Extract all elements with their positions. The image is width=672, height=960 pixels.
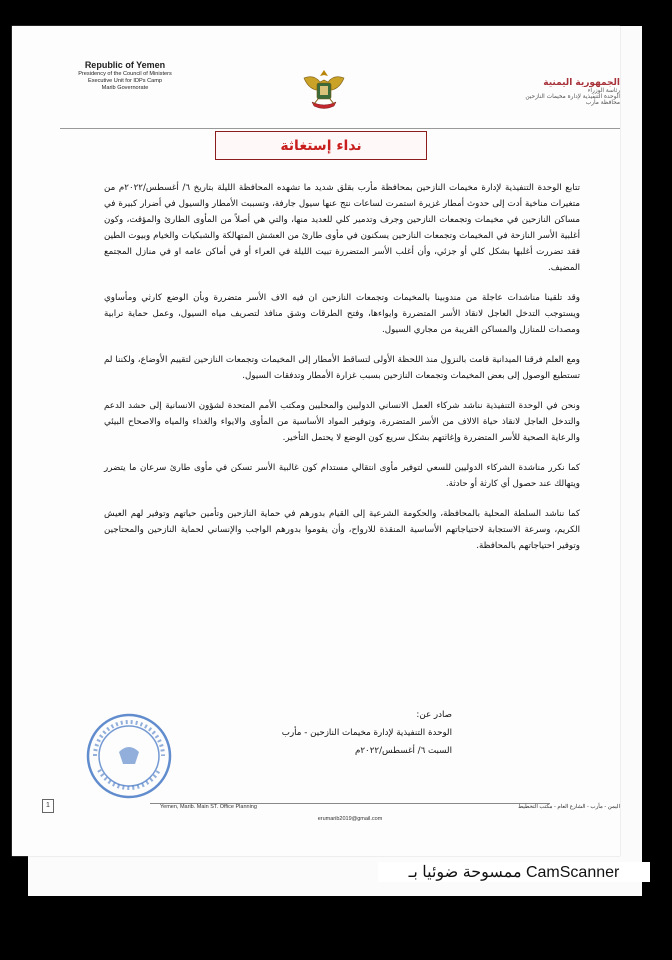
yemen-eagle-emblem-icon	[298, 66, 350, 116]
header-arabic	[470, 78, 620, 106]
header-english	[60, 60, 190, 91]
header-english-line: Presidency of the Council of Ministers	[78, 71, 172, 77]
footer-email: erumarib2019@gmail.com	[317, 816, 383, 822]
issuer-name: الوحدة التنفيذية لإدارة مخيمات النازحين - مأرب	[281, 728, 452, 738]
body-paragraph: كما نناشد السلطة المحلية بالمحافظة، والحكومة الشرعية إلى القيام بدورهم في حماية النازحين وتأمين حياتهم وتوفير لهم العيش الكريم، وسرعة الاستجابة لاحتياجاتهم الأساسية المنقذة للارواح، وأن يقوموا بدورهم الواجب والإنساني لحماية النازحين والمحتاجين وتوفير احتياجاتهم بالمحافظة.	[104, 509, 580, 551]
issued-by-label: صادر عن:	[416, 710, 452, 720]
camscanner-watermark: CamScanner ممسوحة ضوئيا بـ	[378, 862, 650, 882]
footer	[160, 804, 620, 816]
footer-address-arabic: اليمن - مأرب - الشارع العام - مكتب التخطيط	[518, 804, 620, 810]
signature-block	[192, 706, 452, 760]
header-divider	[60, 128, 620, 129]
page-number: 1	[42, 799, 54, 813]
header-english-line: Republic of Yemen	[84, 60, 166, 70]
footer-address-english: Yemen, Marib. Main ST. Office Planning	[160, 804, 257, 810]
header-english-line: Marib Governorate	[101, 85, 149, 91]
header-arabic-line: الجمهورية اليمنية	[543, 78, 620, 88]
body-paragraph: تتابع الوحدة التنفيذية لإدارة مخيمات النازحين بمحافظة مأرب بقلق شديد ما تشهده المحافظة الليلة بتاريخ ٦/ أغسطس/٢٠٢٢م من متغيرات مناخية أدت إلى حدوث أمطار غزيرة استمرت لساعات نتج عنها سيول جارفة، وتسببت الأمطار والسيول في أضرار كبيرة في مساكن النازحين في مخيمات وتجمعات النازحين وجرف وتدمير كلي للعديد منها، والتي هي أصلاً من المأوى الطارئ والمؤقت، وكون أغلبية الأسر النازحة في المخيمات وتجمعات النازحين يسكنون في مأوى طارئ من العشش المتهالكة والشبكيات والخيام وبيوت الطين فقد تضررت أغلبها بشكل كلي أو جزئي، وأن أغلب الأسر المتضررة تبيت الليلة في العراء أو في أماكن عامه او في منازل المجتمع المضيف.	[104, 183, 580, 273]
header-arabic-line: محافظة مأرب	[585, 100, 620, 106]
body-paragraph: وقد تلقينا مناشدات عاجلة من مندوبينا بالمخيمات وتجمعات النازحين ان فيه الاف الأسر متضررة وبأن الوضع كارثي ومأساوي ويستوجب التدخل العاجل لانقاذ الأسر المتضررة وايواءها، وفتح الطرقات وشق منافذ لتصريف مياه السيول، وعمل حماية ترابية ومصدات للمنازل والمساكن القريبة من مجاري السيول.	[104, 293, 580, 335]
body-paragraph: ومع العلم فرقنا الميدانية قامت بالنزول منذ اللحظة الأولى لتساقط الأمطار إلى المخيمات وتجمعات النازحين لتقييم الأوضاع، ولكننا لم تستطيع الوصول إلى بعض المخيمات وتجمعات النازحين بسبب غزارة الأمطار وتدفقات السيول.	[104, 355, 580, 381]
header-english-line: Executive Unit for IDPs Camp	[88, 78, 162, 84]
header-arabic-line: رئاسة الوزراء	[587, 88, 620, 94]
title-box	[215, 131, 427, 160]
document-body	[104, 180, 580, 568]
issue-date: السبت ٦/ أغسطس/٢٠٢٢م	[355, 746, 452, 756]
header-arabic-line: الوحدة التنفيذية لإدارة مخيمات النازحين	[525, 94, 620, 100]
official-stamp-icon	[85, 712, 173, 800]
body-paragraph: كما نكرر مناشدة الشركاء الدوليين للسعي لتوفير مأوى انتقالي مستدام كون غالبية الأسر تسكن في مأوى طارئ سرعان ما يتضرر ويتهالك عند حصول أي كارثة أو حادثة.	[104, 463, 580, 489]
body-paragraph: ونحن في الوحدة التنفيذية نناشد شركاء العمل الانساني الدوليين والمحليين ومكتب الأمم المتحدة لشؤون الانسانية إلى حشد الدعم والتدخل العاجل لانقاذ حياة الالاف من الأسر المتضررة، وتوفير المواد الأساسية من المأوى والايواء والغذاء والمياه والاصحاح البيئي والرعاية الصحية للأسر المتضررة وإغاثتهم بشكل سريع كون الوضع لا يحتمل التأخير.	[104, 401, 580, 443]
document-title: نداء إستغاثة	[280, 137, 362, 154]
